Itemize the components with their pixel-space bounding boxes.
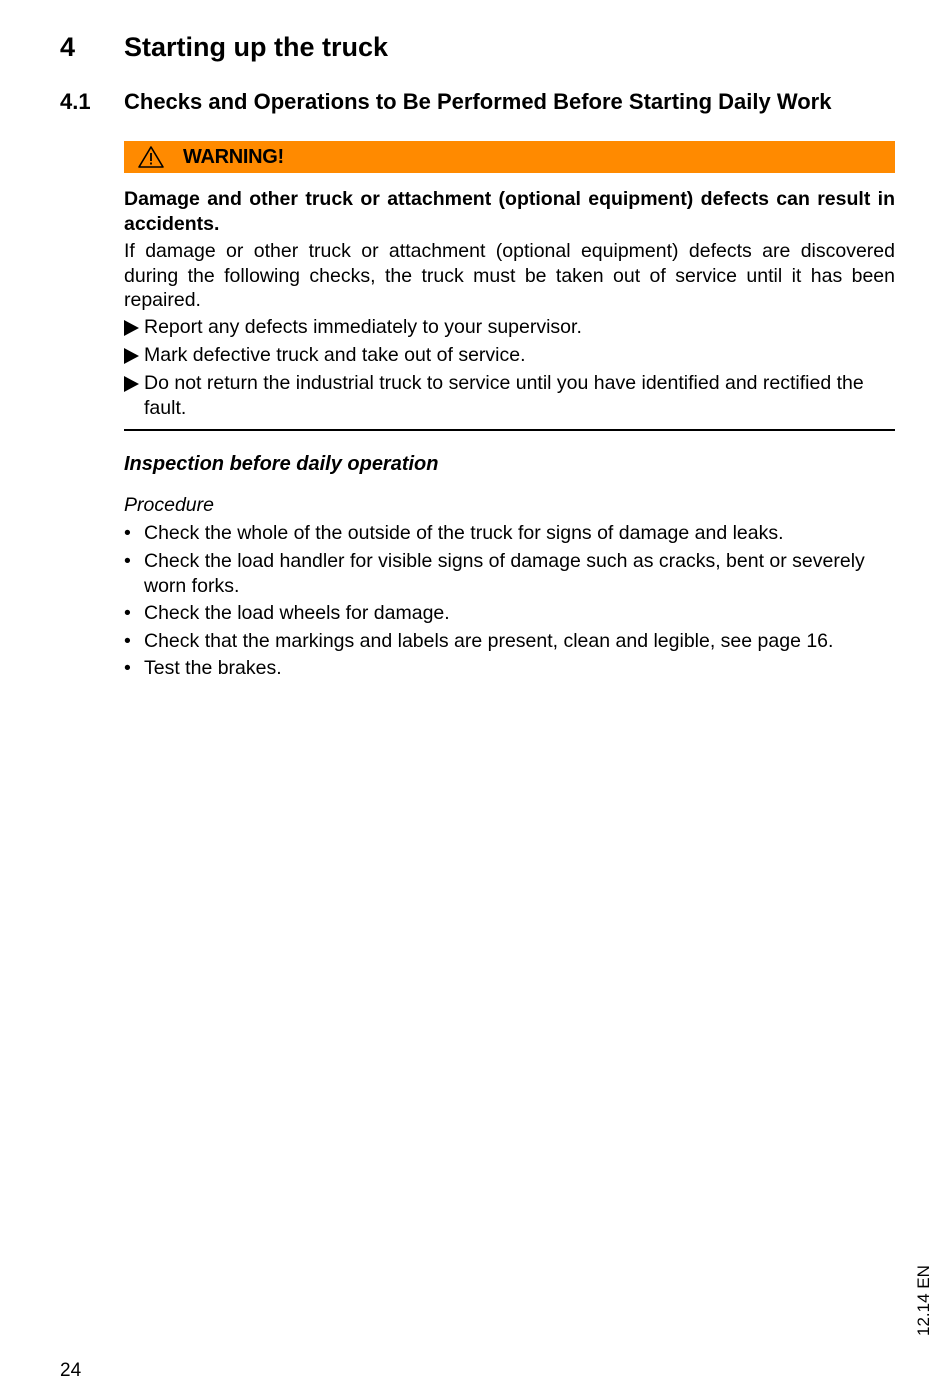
procedure-label: Procedure	[124, 494, 214, 516]
section-title: Checks and Operations to Be Performed Before Starting Daily Work	[124, 89, 832, 114]
section-number: 4.1	[60, 89, 91, 114]
bullet-icon: •	[124, 657, 131, 679]
list-item-text: Check the whole of the outside of the truck for signs of damage and leaks.	[144, 522, 784, 544]
bullet-icon: •	[124, 522, 131, 544]
bullet-icon: •	[124, 630, 131, 652]
list-item-text: Check the load wheels for damage.	[144, 602, 450, 624]
warning-step-text: Report any defects immediately to your supervisor.	[144, 316, 582, 338]
list-item	[124, 629, 895, 654]
warning-label: WARNING!	[183, 146, 284, 168]
arrow-right-icon	[124, 348, 139, 364]
chapter-title: Starting up the truck	[124, 32, 389, 62]
list-item	[124, 549, 895, 598]
bullet-icon: •	[124, 602, 131, 624]
list-item	[124, 521, 895, 546]
warning-end-divider	[124, 429, 895, 431]
warning-headline: Damage and other truck or attachment (optional equipment) defects can result in accidents.	[124, 188, 895, 235]
list-item-text: Test the brakes.	[144, 657, 282, 679]
bullet-icon: •	[124, 550, 131, 572]
arrow-right-icon	[124, 376, 139, 392]
warning-step	[124, 343, 895, 368]
warning-text: If damage or other truck or attachment (optional equipment) defects are discovered during the following checks, the truck must be taken out of service until it has been repaired.	[124, 240, 895, 311]
inspection-heading: Inspection before daily operation	[124, 453, 439, 475]
list-item-text: Check the load handler for visible signs of damage such as cracks, bent or severely worn forks.	[144, 550, 865, 597]
document-version: 12.14 EN	[914, 1265, 933, 1336]
list-item	[124, 601, 895, 626]
warning-step-text: Mark defective truck and take out of service.	[144, 344, 526, 366]
warning-step-text: Do not return the industrial truck to service until you have identified and rectified the fault.	[144, 372, 864, 419]
warning-step	[124, 315, 895, 340]
warning-triangle-icon	[137, 145, 165, 169]
warning-banner	[124, 141, 895, 173]
page-number: 24	[60, 1360, 82, 1381]
chapter-number: 4	[60, 32, 76, 62]
list-item	[124, 656, 895, 681]
list-item-text: Check that the markings and labels are present, clean and legible, see page 16.	[144, 630, 834, 652]
warning-step	[124, 371, 895, 420]
arrow-right-icon	[124, 320, 139, 336]
